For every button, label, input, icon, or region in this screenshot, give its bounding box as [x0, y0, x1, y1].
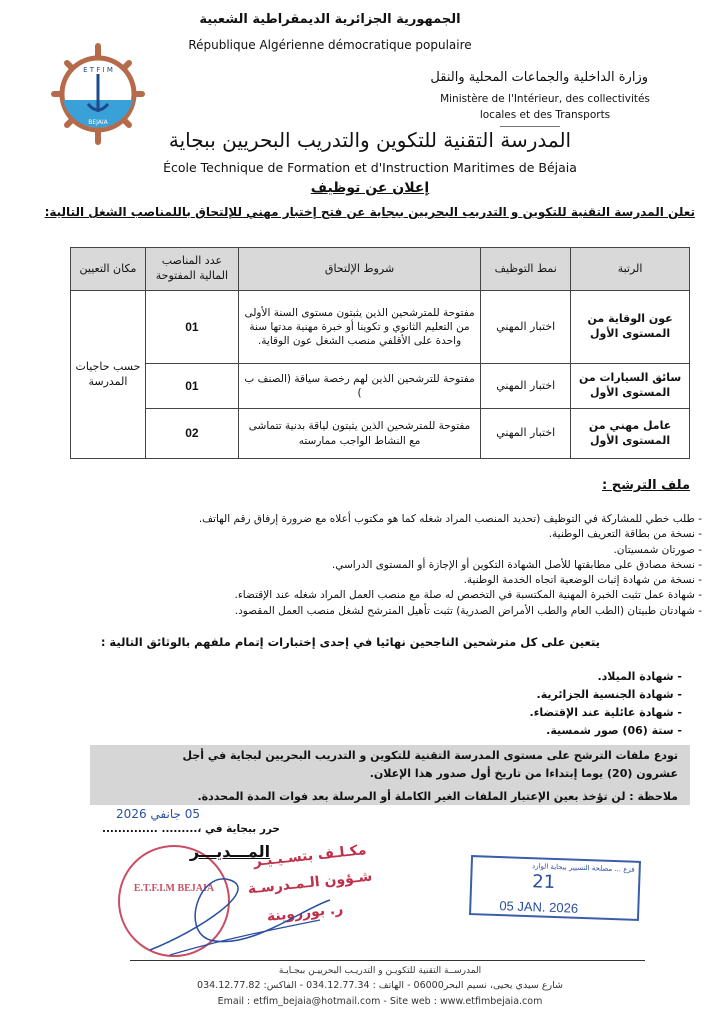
count-cell: 02: [145, 409, 238, 459]
grade-cell: عون الوقاية من المستوى الأول: [571, 291, 690, 364]
grade-cell: سائق السيارات من المستوى الأول: [571, 364, 690, 409]
director-title: المـــديـــر: [189, 842, 271, 861]
table-row: [71, 364, 690, 409]
svg-text:BEJAIA: BEJAIA: [88, 119, 108, 126]
conditions-cell: مفتوحة للترشحين الذين لهم رخصة سياقة (الصنف ب ): [238, 364, 480, 409]
ministry-fr-line1: Ministère de l'Intérieur, des collectivités: [440, 93, 650, 105]
list-item: - طلب خطي للمشاركة في التوظيف (تحديد المنصب المراد شغله كما هو مكتوب أعلاه مع ضرورة إرفاق رقم الهاتف.: [198, 513, 702, 525]
table-row: [71, 409, 690, 459]
received-stamp-number: 21: [531, 871, 556, 893]
list-item: - صورتان شمسيتان.: [613, 543, 702, 556]
note-text: ملاحظة : لن تؤخذ بعين الإعتبار الملفات الغير الكاملة أو المرسلة بعد فوات المدة المحددة.: [150, 790, 690, 803]
received-stamp: [469, 855, 641, 921]
republic-ar: الجمهورية الجزائرية الديمقراطية الشعبية: [199, 12, 461, 27]
list-item: - نسخة من شهادة إثبات الوضعية اتجاه الخدمة الوطنية.: [463, 574, 702, 587]
count-cell: 01: [145, 364, 238, 409]
list-item: - شهادة الجنسية الجزائرية.: [536, 688, 682, 701]
list-item: - شهادتان طبيتان (الطب العام والطب الأمراض الصدرية) تثبت تأهيل المترشح لشغل منصب العمل المقصود.: [234, 604, 702, 617]
republic-fr: République Algérienne démocratique populaire: [188, 38, 472, 52]
mode-cell: اختبار المهني: [481, 409, 571, 459]
header-mode: نمط التوظيف: [481, 248, 571, 291]
conditions-cell: مفتوحة للمترشحين الذين يثبتون لياقة بدنية تتماشى مع النشاط الواجب ممارسته: [238, 409, 480, 459]
header-location: مكان التعيين: [71, 248, 146, 291]
stamp-red-line1: مكـلـف بتسـيـيـر: [252, 842, 368, 870]
deposit-text: تودع ملفات الترشح على مستوى المدرسة التقنية للتكوين و التدريب البحريين لبجاية في أجل عشرون (20) يوما إبتداءا من تاريخ أول صدور هذا الإعلان.: [182, 749, 678, 780]
footer-line2: شارع سيدي يحيى، نسيم البحر06000 - الهاتف : 034.12.77.34 - الفاكس: 034.12.77.82: [197, 980, 563, 991]
page-title: إعلان عن توظيف: [310, 180, 430, 196]
footer-line1: المدرســة التقنية للتكويـن و التدريـب البحرييـن ببجـايـة: [278, 966, 482, 976]
conditions-cell: مفتوحة للمترشحين الذين يثبتون مستوى السنة الأولى من التعليم الثانوي و تكوينا أو خبرة مهنية مدتها سنة واحدة على الأقلفي منصب الشغل عون الوقاية.: [238, 291, 480, 364]
list-item: - شهادة عائلية عند الإقتضاء.: [529, 706, 682, 719]
received-stamp-date: 05 JAN. 2026: [499, 898, 579, 916]
stamp-red-line3: ر. بورروينة: [266, 901, 344, 925]
count-cell: 01: [145, 291, 238, 364]
divider: [500, 126, 560, 127]
list-item: - ستة (06) صور شمسية.: [546, 724, 682, 737]
successful-list: [400, 668, 682, 740]
intro-text: تعلن المدرسة التقنية للتكوين و التدريب البحريين ببجاية عن فتح إختبار مهني للإلتحاق باللمناصب الشغل التالية:: [44, 205, 695, 219]
dossier-list: [30, 512, 702, 619]
footer-divider: [130, 960, 645, 961]
header-grade: الرتبة: [571, 248, 690, 291]
positions-table: [70, 247, 690, 459]
signature-scribble: [140, 870, 340, 960]
location-cell: حسب حاجيات المدرسة: [71, 291, 146, 459]
made-in-text: حرر ببجاية في ،......... ..............: [101, 823, 280, 835]
mode-cell: اختبار المهني: [481, 291, 571, 364]
list-item: - شهادة عمل تثبت الخبرة المهنية المكتسبة في التخصص له صلة مع منصب العمل المراد شغله عند الإقتضاء.: [234, 589, 702, 602]
footer-line3: Email : etfim_bejaia@hotmail.com - Site web : www.etfimbejaia.com: [217, 996, 543, 1007]
grade-cell: عامل مهني من المستوى الأول: [571, 409, 690, 459]
table-header-row: [71, 248, 690, 291]
list-item: - نسخة من بطاقة التعريف الوطنية.: [548, 528, 702, 541]
ministry-fr-line2: locales et des Transports: [479, 109, 611, 121]
ministry-ar: وزارة الداخلية والجماعات المحلية والنقل: [430, 70, 648, 85]
mode-cell: اختبار المهني: [481, 364, 571, 409]
list-item: - نسخة مصادق على مطابقتها للأصل الشهادة التكوين أو الإجازة أو المستوى الدراسي.: [331, 558, 702, 571]
school-name-fr: École Technique de Formation et d'Instruction Maritimes de Béjaia: [163, 160, 577, 175]
school-name-ar: المدرسة التقنية للتكوين والتدريب البحريين ببجاية: [168, 128, 572, 152]
successful-intro: يتعين على كل مترشحين الناجحين نهائيا في إحدى إختبارات إتمام ملفهم بالوثائق التالية :: [100, 635, 600, 649]
dossier-heading: ملف الترشح :: [602, 478, 690, 493]
svg-text:E T F I M: E T F I M: [83, 66, 113, 74]
table-row: [71, 291, 690, 364]
header-count: عدد المناصب المالية المفتوحة: [145, 248, 238, 291]
list-item: - شهادة الميلاد.: [597, 670, 682, 683]
received-stamp-label: فرع ... مصلحة التسيير ببجاية الوارد: [531, 862, 635, 874]
header-conditions: شروط الإلتحاق: [238, 248, 480, 291]
stamp-red-line2: شـؤون الـمـدرسـة: [246, 868, 374, 898]
seal-text: E.T.F.I.M BEJAIA: [133, 883, 215, 894]
date-stamp: 05 جانفي 2026: [116, 807, 200, 821]
